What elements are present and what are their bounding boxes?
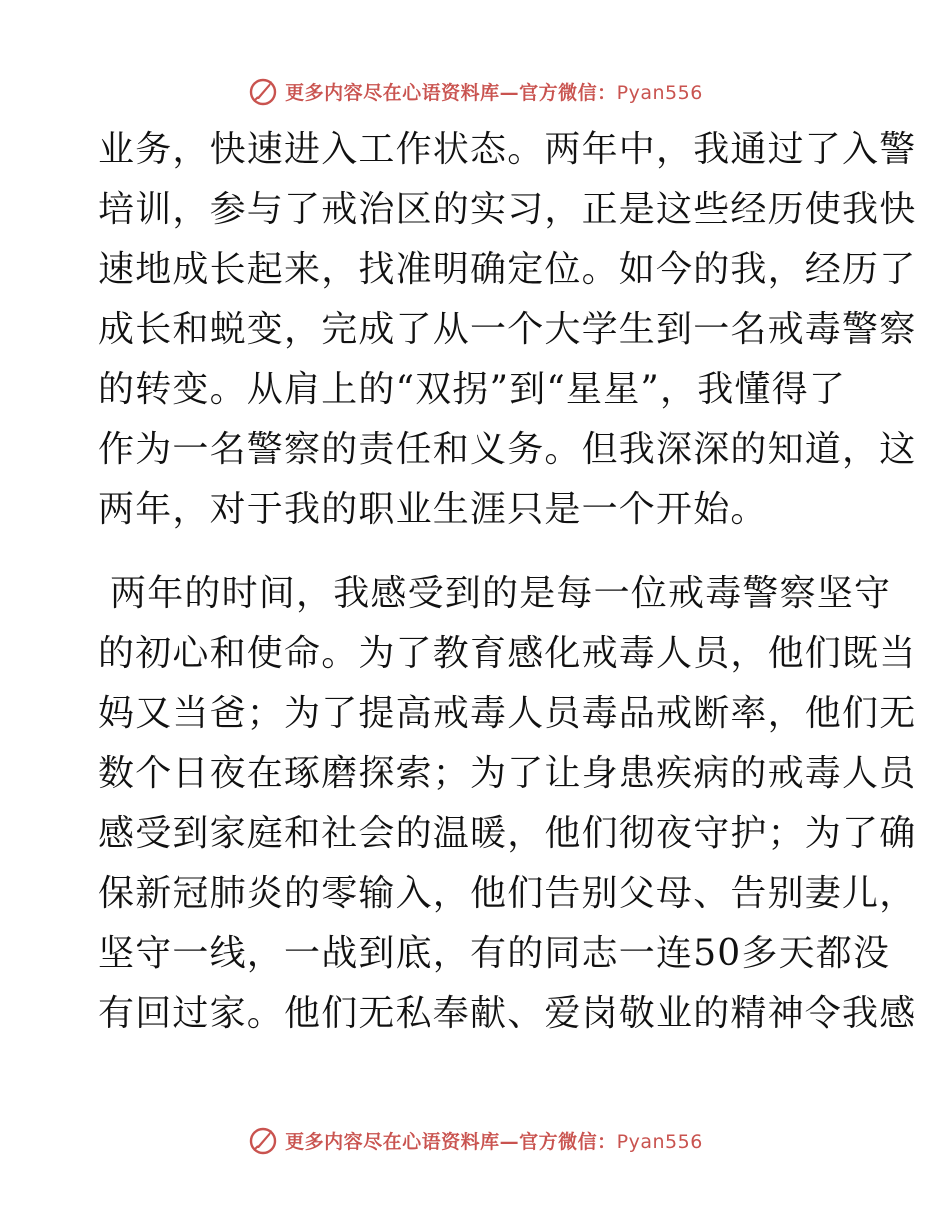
header-watermark: [0, 71, 950, 111]
text-line: 的转变。从肩上的“双拐”到“星星”，我懂得了: [98, 369, 847, 410]
text-line: 两年，对于我的职业生涯只是一个开始。: [98, 489, 768, 530]
watermark-wechat-id: Pyan556: [616, 81, 703, 104]
paragraph-spacer: [98, 540, 858, 564]
footer-watermark: [0, 1120, 950, 1160]
text-line: 培训，参与了戒治区的实习，正是这些经历使我快: [98, 189, 917, 230]
text-line: 两年的时间，我感受到的是每一位戒毒警察坚守: [110, 573, 892, 614]
watermark-label: 更多内容尽在心语资料库—官方微信：Pyan556: [285, 1130, 703, 1153]
quill-pen-circle-logo-icon: [247, 1124, 279, 1156]
text-line: 妈又当爸；为了提高戒毒人员毒品戒断率，他们无: [98, 693, 917, 734]
quill-pen-circle-logo-icon: [247, 75, 279, 107]
text-line: 的初心和使命。为了教育感化戒毒人员，他们既当: [98, 633, 917, 674]
text-line: 速地成长起来，找准明确定位。如今的我，经历了: [98, 249, 917, 290]
paragraph: [98, 564, 917, 1044]
text-line: 坚守一线，一战到底，有的同志一连50多天都没: [98, 933, 891, 974]
text-line: 感受到家庭和社会的温暖，他们彻夜守护；为了确: [98, 813, 917, 854]
paragraph: [98, 120, 917, 540]
watermark-wechat-id: Pyan556: [616, 1130, 703, 1153]
text-line: 作为一名警察的责任和义务。但我深深的知道，这: [98, 429, 917, 470]
document-body: [98, 120, 917, 1044]
text-line: 业务，快速进入工作状态。两年中，我通过了入警: [98, 129, 917, 170]
text-line: 有回过家。他们无私奉献、爱岗敬业的精神令我感: [98, 993, 917, 1034]
text-line: 成长和蜕变，完成了从一个大学生到一名戒毒警察: [98, 309, 917, 350]
text-line: 数个日夜在琢磨探索；为了让身患疾病的戒毒人员: [98, 753, 917, 794]
text-line: 保新冠肺炎的零输入，他们告别父母、告别妻儿，: [98, 873, 917, 914]
watermark-label: 更多内容尽在心语资料库—官方微信：Pyan556: [285, 81, 703, 104]
